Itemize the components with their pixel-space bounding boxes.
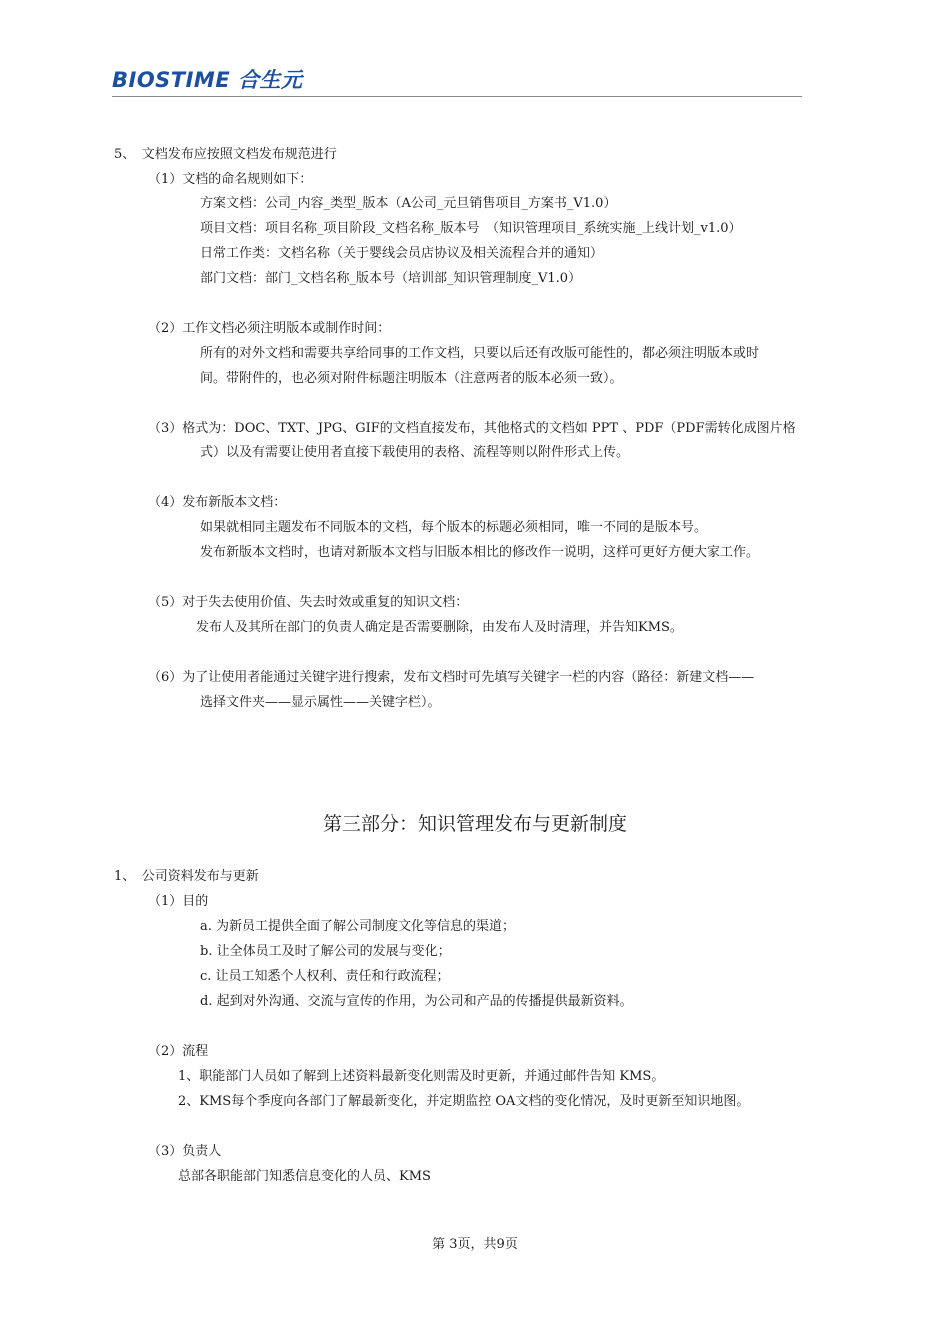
process-item: 2、KMS每个季度向各部门了解最新变化，并定期监控 OA文档的变化情况，及时更新至知识地图。 [178,1094,750,1109]
version-rule-line: 所有的对外文档和需要共享给同事的工作文档，只要以后还有改版可能性的，都必须注明版本或时 [200,346,760,361]
header-rule [112,96,802,97]
purpose-item: c. 让员工知悉个人权利、责任和行政流程； [200,969,450,984]
version-rule-title: （2）工作文档必须注明版本或制作时间： [148,321,391,336]
purpose-item: a. 为新员工提供全面了解公司制度文化等信息的渠道； [200,919,516,934]
new-version-line: 发布新版本文档时，也请对新版本文档与旧版本相比的修改作一说明，这样可更好方便大家工作。 [200,545,760,560]
part3-heading: 1、 公司资料发布与更新 [114,869,259,884]
keyword-rule-line: （6）为了让使用者能通过关键字进行搜索，发布文档时可先填写关键字一栏的内容（路径：新建文档—— [148,670,755,685]
company-logo: BIOSTIME 合生元 [112,68,303,92]
version-rule-line: 间。带附件的，也必须对附件标题注明版本（注意两者的版本必须一致）。 [200,371,623,386]
format-rule-line: （3）格式为：DOC、TXT、JPG、GIF的文档直接发布，其他格式的文档如 PPT 、PDF（PDF需转化成图片格 [148,421,796,436]
process-title: （2）流程 [148,1044,209,1059]
keyword-rule-line: 选择文件夹——显示属性——关键字栏）。 [200,695,441,710]
new-version-title: （4）发布新版本文档： [148,495,287,510]
purpose-item: d. 起到对外沟通、交流与宣传的作用，为公司和产品的传播提供最新资料。 [200,994,633,1009]
naming-rule-line: 方案文档：公司_内容_类型_版本（A公司_元旦销售项目_方案书_V1.0） [200,196,617,211]
owner-line: 总部各职能部门知悉信息变化的人员、KMS [178,1169,431,1184]
obsolete-doc-title: （5）对于失去使用价值、失去时效或重复的知识文档： [148,595,469,610]
owner-title: （3）负责人 [148,1144,222,1159]
naming-rule-line: 项目文档：项目名称_项目阶段_文档名称_版本号 （知识管理项目_系统实施_上线计划_v1.0） [200,221,742,236]
purpose-title: （1）目的 [148,894,209,909]
process-item: 1、职能部门人员如了解到上述资料最新变化则需及时更新，并通过邮件告知 KMS。 [178,1069,665,1084]
format-rule-line: 式）以及有需要让使用者直接下载使用的表格、流程等则以附件形式上传。 [200,445,630,460]
naming-rule-line: 日常工作类：文档名称（关于婴线会员店协议及相关流程合并的通知） [200,246,604,261]
new-version-line: 如果就相同主题发布不同版本的文档，每个版本的标题必须相同，唯一不同的是版本号。 [200,520,708,535]
section5-heading: 5、 文档发布应按照文档发布规范进行 [114,147,337,162]
page-number: 第 3页，共9页 [432,1237,518,1252]
naming-rule-line: 部门文档：部门_文档名称_版本号（培训部_知识管理制度_V1.0） [200,271,582,286]
purpose-item: b. 让全体员工及时了解公司的发展与变化； [200,944,451,959]
naming-rules-title: （1）文档的命名规则如下： [148,172,313,187]
obsolete-doc-line: 发布人及其所在部门的负责人确定是否需要删除，由发布人及时清理，并告知KMS。 [196,620,683,635]
part3-title: 第三部分：知识管理发布与更新制度 [322,813,627,835]
